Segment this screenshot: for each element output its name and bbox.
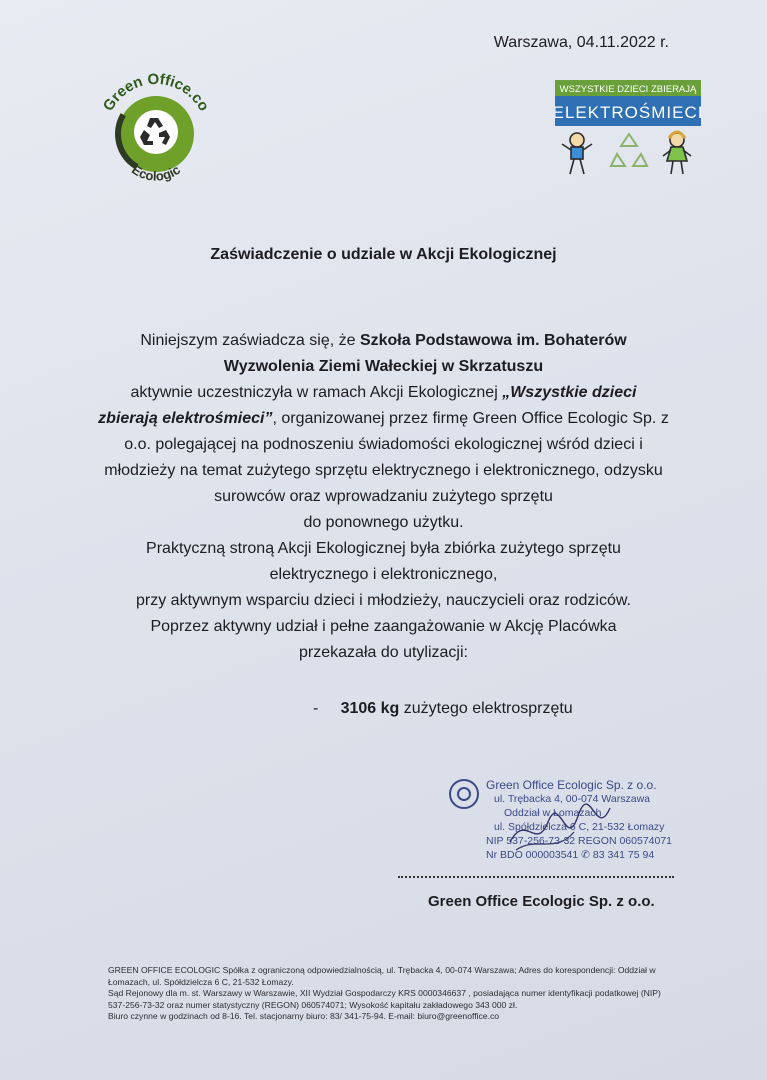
body-line: Niniejszym zaświadcza się, że Szkoła Podstawowa im. Bohaterów <box>140 332 627 349</box>
signer-name: Green Office Ecologic Sp. z o.o. <box>428 893 655 910</box>
body-line: przekazała do utylizacji: <box>299 644 468 661</box>
certificate-body <box>46 328 721 666</box>
body-line: zbierają elektrośmieci”, organizowanej przez firmę Green Office Ecologic Sp. z <box>98 410 669 427</box>
body-line: Praktyczną stroną Akcji Ekologicznej była zbiórka zużytego sprzętu <box>146 540 621 557</box>
school-name: Wyzwolenia Ziemi Wałeckiej w Skrzatuszu <box>223 358 544 375</box>
body-line: surowców oraz wprowadzaniu zużytego sprzętu <box>214 488 553 505</box>
banner-bottom-text: ELEKTROŚMIECI <box>555 103 703 122</box>
body-line: młodzieży na temat zużytego sprzętu elektrycznego i elektronicznego, odzysku <box>104 462 663 479</box>
child-figure-icon <box>663 132 691 174</box>
banner-top-text: WSZYSTKIE DZIECI ZBIERAJĄ <box>559 84 697 95</box>
document-date: Warszawa, 04.11.2022 r. <box>493 34 669 51</box>
body-line: o.o. polegającej na podnoszeniu świadomości ekologicznej wśród dzieci i <box>124 436 643 453</box>
body-line: aktywnie uczestniczyła w ramach Akcji Ekologicznej „Wszystkie dzieci <box>130 384 637 401</box>
company-stamp: Green Office Ecologic Sp. z o.o. ul. Trębacka 4, 00-074 Warszawa Oddział w Łomazach ul. Spółdzielcza 6 C, 21-532 Łomazy NIP 537-256-73-32 REGON 060574071 Nr BDO 000003541 ✆ 83 341 75 94 <box>446 776 676 868</box>
signature-line <box>398 876 674 878</box>
amount-value: 3106 kg <box>340 700 400 717</box>
certificate-title: Zaświadczenie o udziale w Akcji Ekologicznej <box>210 246 557 263</box>
child-figure-icon <box>562 133 592 174</box>
logo-top-text: Green Office.co <box>99 72 213 115</box>
elektrosmieci-logo <box>555 80 703 180</box>
signature-scribble <box>506 792 616 862</box>
stamp-recycle-icon <box>446 776 486 816</box>
body-line: przy aktywnym wsparciu dzieci i młodzieży, nauczycieli oraz rodziców. <box>136 592 631 609</box>
green-office-logo <box>92 72 220 190</box>
body-line: elektrycznego i elektronicznego, <box>269 566 498 583</box>
body-line: Poprzez aktywny udział i pełne zaangażowanie w Akcję Placówka <box>150 618 617 635</box>
logo-bottom-text: Ecologic <box>129 161 183 184</box>
recycle-icon <box>611 134 647 166</box>
collected-amount: - 3106 kg zużytego elektrosprzętu <box>313 700 573 717</box>
company-footer: GREEN OFFICE ECOLOGIC Spółka z ograniczoną odpowiedzialnością, ul. Trębacka 4, 00-074 Warszawa; Adres do korespondencji: Oddział w Łomazach, ul. Spółdzielcza 6 C, 21-532 Łomazy. Sąd Rejonowy dla m. st. Warszawy w Warszawie, XII Wydział Gospodarczy KRS 0000346637 , posiadająca numer identyfikacji podatkowej (NIP) 537-256-73-32 oraz numer statystyczny (REGON) 060574071; Wysokość kapitału zakładowego 343 000 zł. Biuro czynne w godzinach od 8-16. Tel. stacjonarny biuro: 83/ 341-75-94. E-mail: biuro@greenoffice.co <box>108 965 661 1021</box>
body-line: do ponownego użytku. <box>303 514 464 531</box>
